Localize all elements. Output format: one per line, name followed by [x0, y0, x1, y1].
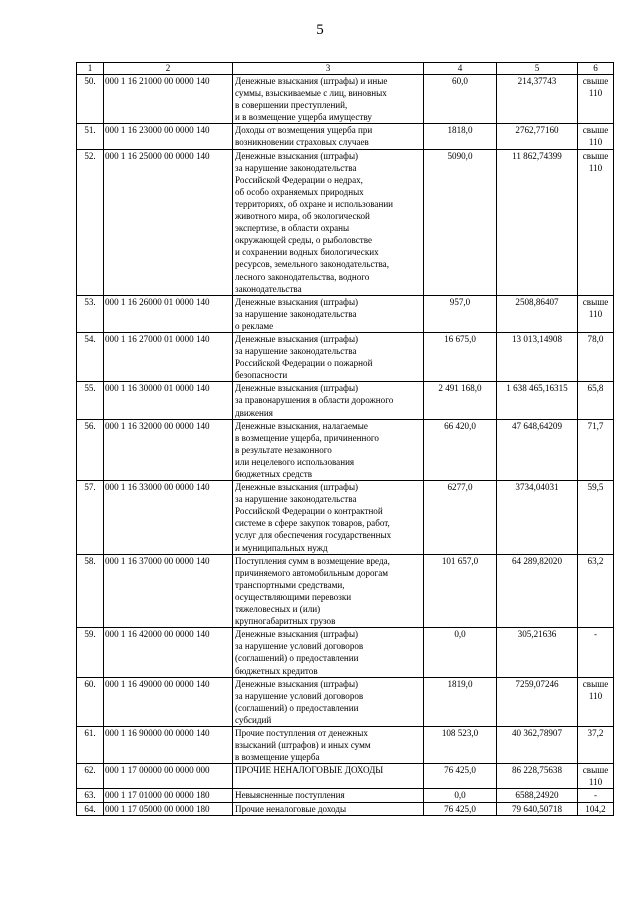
table-row — [77, 382, 614, 419]
table-row — [77, 677, 614, 726]
actual-value: 7259,07246 — [497, 677, 578, 726]
table-row — [77, 628, 614, 677]
actual-value: 305,21636 — [497, 628, 578, 677]
execution-percent: свыше 110 — [578, 75, 614, 124]
header-col-3: 3 — [233, 63, 424, 75]
budget-code: 000 1 17 05000 00 0000 180 — [104, 802, 233, 815]
execution-percent: 71,7 — [578, 419, 614, 480]
plan-value: 76 425,0 — [424, 764, 497, 789]
row-number: 63. — [77, 789, 104, 802]
budget-code: 000 1 16 21000 00 0000 140 — [104, 75, 233, 124]
header-row — [77, 63, 614, 75]
actual-value: 79 640,50718 — [497, 802, 578, 815]
revenue-name: Денежные взыскания, налагаемые в возмещение ущерба, причиненного в результате незаконного или нецелевого использования бюджетных средств — [233, 419, 424, 480]
row-number: 52. — [77, 149, 104, 295]
table-row — [77, 419, 614, 480]
execution-percent: 65,8 — [578, 382, 614, 419]
table-row — [77, 802, 614, 815]
revenue-name: Денежные взыскания (штрафы) за нарушение законодательства о рекламе — [233, 295, 424, 332]
page-number: 5 — [316, 22, 324, 38]
budget-code: 000 1 16 32000 00 0000 140 — [104, 419, 233, 480]
table-row — [77, 124, 614, 149]
execution-percent: - — [578, 789, 614, 802]
budget-code: 000 1 16 49000 00 0000 140 — [104, 677, 233, 726]
budget-code: 000 1 17 00000 00 0000 000 — [104, 764, 233, 789]
revenue-name: ПРОЧИЕ НЕНАЛОГОВЫЕ ДОХОДЫ — [233, 764, 424, 789]
plan-value: 1818,0 — [424, 124, 497, 149]
actual-value: 2508,86407 — [497, 295, 578, 332]
budget-code: 000 1 16 25000 00 0000 140 — [104, 149, 233, 295]
revenue-name: Денежные взыскания (штрафы) за правонарушения в области дорожного движения — [233, 382, 424, 419]
plan-value: 108 523,0 — [424, 726, 497, 763]
table-row — [77, 554, 614, 628]
execution-percent: 59,5 — [578, 481, 614, 555]
plan-value: 2 491 168,0 — [424, 382, 497, 419]
revenue-name: Денежные взыскания (штрафы) за нарушение законодательства Российской Федерации о пожарной безопасности — [233, 332, 424, 381]
row-number: 61. — [77, 726, 104, 763]
row-number: 64. — [77, 802, 104, 815]
budget-code: 000 1 16 90000 00 0000 140 — [104, 726, 233, 763]
execution-percent: 37,2 — [578, 726, 614, 763]
plan-value: 6277,0 — [424, 481, 497, 555]
row-number: 56. — [77, 419, 104, 480]
revenue-name: Денежные взыскания (штрафы) за нарушение законодательства Российской Федерации о недрах, об особо охраняемых природных территориях, об охране и использовании животного мира, об экологической экспертизе, в области охраны окружающей среды, о рыболовстве и сохранении водных биологических ресурсов, земельного законодательства, лесного законодательства, водного законодательства — [233, 149, 424, 295]
row-number: 54. — [77, 332, 104, 381]
actual-value: 11 862,74399 — [497, 149, 578, 295]
plan-value: 101 657,0 — [424, 554, 497, 628]
actual-value: 86 228,75638 — [497, 764, 578, 789]
header-col-5: 5 — [497, 63, 578, 75]
table-row — [77, 332, 614, 381]
budget-code: 000 1 16 26000 01 0000 140 — [104, 295, 233, 332]
plan-value: 5090,0 — [424, 149, 497, 295]
table-row — [77, 149, 614, 295]
execution-percent: - — [578, 628, 614, 677]
budget-code: 000 1 16 27000 01 0000 140 — [104, 332, 233, 381]
budget-code: 000 1 16 33000 00 0000 140 — [104, 481, 233, 555]
row-number: 53. — [77, 295, 104, 332]
header-col-1: 1 — [77, 63, 104, 75]
plan-value: 76 425,0 — [424, 802, 497, 815]
budget-code: 000 1 16 30000 01 0000 140 — [104, 382, 233, 419]
plan-value: 16 675,0 — [424, 332, 497, 381]
table-row — [77, 789, 614, 802]
revenue-name: Доходы от возмещения ущерба при возникновении страховых случаев — [233, 124, 424, 149]
header-col-4: 4 — [424, 63, 497, 75]
revenue-name: Прочие неналоговые доходы — [233, 802, 424, 815]
row-number: 62. — [77, 764, 104, 789]
execution-percent: свыше 110 — [578, 764, 614, 789]
actual-value: 6588,24920 — [497, 789, 578, 802]
execution-percent: 104,2 — [578, 802, 614, 815]
row-number: 60. — [77, 677, 104, 726]
plan-value: 60,0 — [424, 75, 497, 124]
table-row — [77, 481, 614, 555]
actual-value: 47 648,64209 — [497, 419, 578, 480]
revenue-table — [76, 62, 614, 816]
table-row — [77, 764, 614, 789]
table-row — [77, 295, 614, 332]
plan-value: 1819,0 — [424, 677, 497, 726]
revenue-name: Поступления сумм в возмещение вреда, причиняемого автомобильным дорогам транспортными средствами, осуществляющими перевозки тяжеловесных и (или) крупногабаритных грузов — [233, 554, 424, 628]
actual-value: 3734,04031 — [497, 481, 578, 555]
plan-value: 957,0 — [424, 295, 497, 332]
row-number: 57. — [77, 481, 104, 555]
revenue-name: Невыясненные поступления — [233, 789, 424, 802]
revenue-name: Прочие поступления от денежных взысканий (штрафов) и иных сумм в возмещение ущерба — [233, 726, 424, 763]
header-col-6: 6 — [578, 63, 614, 75]
plan-value: 66 420,0 — [424, 419, 497, 480]
execution-percent: 78,0 — [578, 332, 614, 381]
plan-value: 0,0 — [424, 789, 497, 802]
row-number: 58. — [77, 554, 104, 628]
header-col-2: 2 — [104, 63, 233, 75]
table-row — [77, 726, 614, 763]
actual-value: 214,37743 — [497, 75, 578, 124]
table-row — [77, 75, 614, 124]
revenue-name: Денежные взыскания (штрафы) за нарушение условий договоров (соглашений) о предоставлении бюджетных кредитов — [233, 628, 424, 677]
actual-value: 64 289,82020 — [497, 554, 578, 628]
revenue-name: Денежные взыскания (штрафы) за нарушение условий договоров (соглашений) о предоставлении субсидий — [233, 677, 424, 726]
actual-value: 40 362,78907 — [497, 726, 578, 763]
revenue-name: Денежные взыскания (штрафы) за нарушение законодательства Российской Федерации о контрактной системе в сфере закупок товаров, работ, услуг для обеспечения государственных и муниципальных нужд — [233, 481, 424, 555]
table-body — [77, 75, 614, 816]
actual-value: 2762,77160 — [497, 124, 578, 149]
revenue-name: Денежные взыскания (штрафы) и иные суммы, взыскиваемые с лиц, виновных в совершении преступлений, и в возмещение ущерба имуществу — [233, 75, 424, 124]
budget-code: 000 1 16 42000 00 0000 140 — [104, 628, 233, 677]
plan-value: 0,0 — [424, 628, 497, 677]
row-number: 51. — [77, 124, 104, 149]
row-number: 59. — [77, 628, 104, 677]
execution-percent: свыше 110 — [578, 124, 614, 149]
budget-code: 000 1 16 23000 00 0000 140 — [104, 124, 233, 149]
execution-percent: 63,2 — [578, 554, 614, 628]
row-number: 50. — [77, 75, 104, 124]
execution-percent: свыше 110 — [578, 295, 614, 332]
execution-percent: свыше 110 — [578, 677, 614, 726]
budget-code: 000 1 17 01000 00 0000 180 — [104, 789, 233, 802]
actual-value: 1 638 465,16315 — [497, 382, 578, 419]
actual-value: 13 013,14908 — [497, 332, 578, 381]
row-number: 55. — [77, 382, 104, 419]
budget-code: 000 1 16 37000 00 0000 140 — [104, 554, 233, 628]
execution-percent: свыше 110 — [578, 149, 614, 295]
